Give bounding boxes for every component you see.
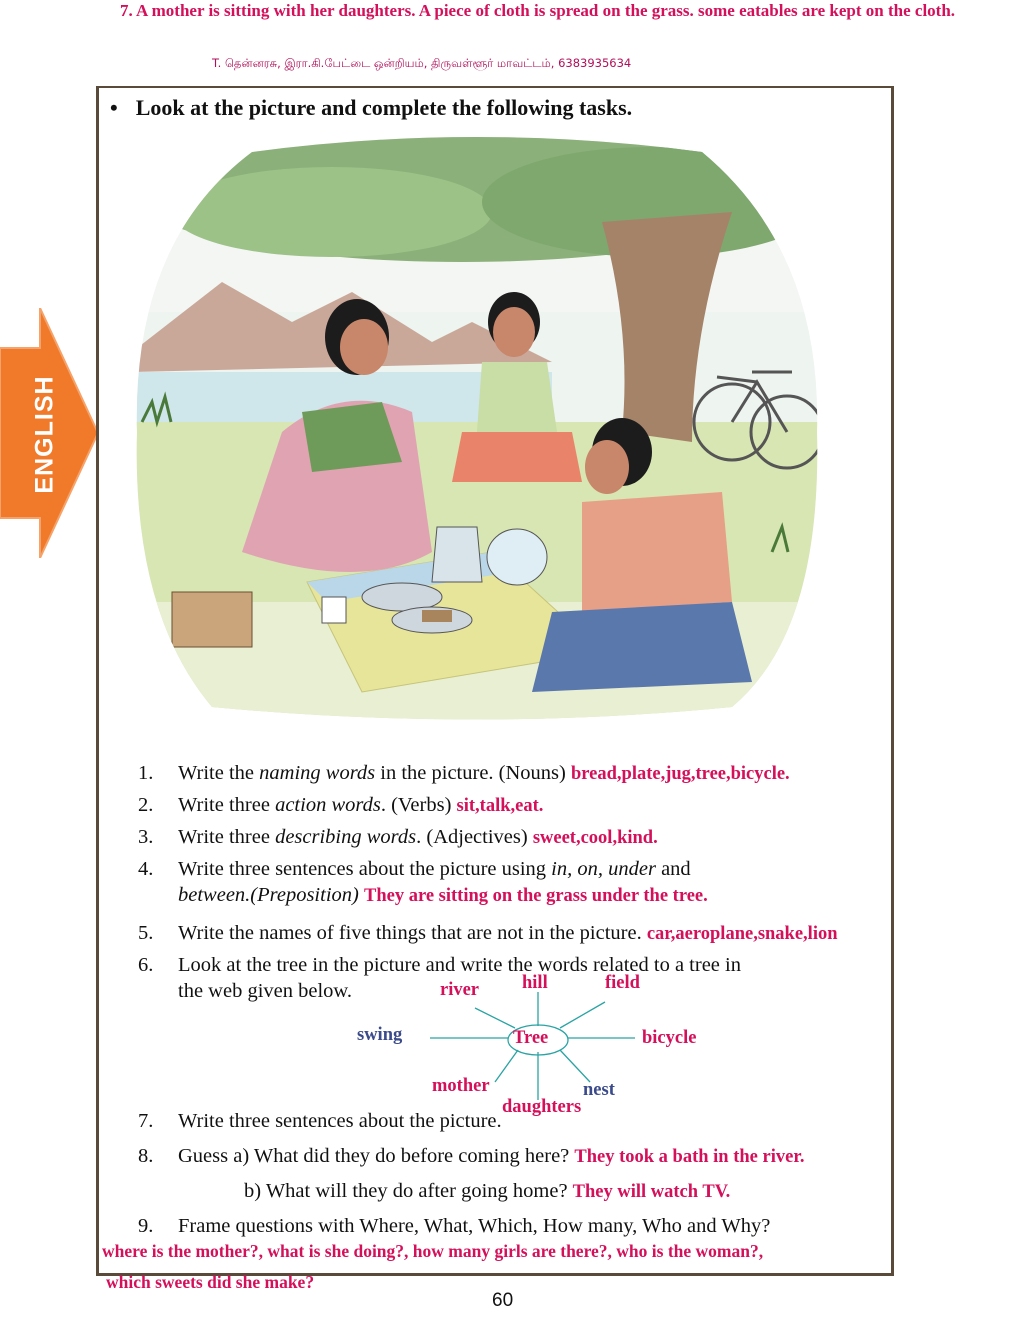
answer-3: sweet,cool,kind. xyxy=(532,828,658,848)
author-credit: T. தென்னரசு, இரா.கி.பேட்டை ஒன்றியம், திருவள்ளூர் மாவட்டம், 6383935634 xyxy=(212,56,632,70)
answer-8a: They took a bath in the river. xyxy=(574,1147,805,1167)
instruction-heading: • Look at the picture and complete the following tasks. xyxy=(110,95,633,120)
answer-1: bread,plate,jug,tree,bicycle. xyxy=(570,764,790,784)
web-word-daughters: daughters xyxy=(502,1097,582,1117)
english-side-tab xyxy=(0,308,98,558)
answer-9-line-1: where is the mother?, what is she doing?, how many girls are there?, who is the woman?, xyxy=(102,1241,764,1261)
question-2: 2. Write three action words. (Verbs) sit,talk,eat. xyxy=(138,794,544,816)
web-word-mother: mother xyxy=(432,1076,490,1096)
web-word-hill: hill xyxy=(522,973,548,993)
question-7: 7. Write three sentences about the picture. xyxy=(138,1110,502,1132)
page-number: 60 xyxy=(492,1290,514,1311)
answer-7-text: 7. A mother is sitting with her daughters. A piece of cloth is spread on the grass. some eatables are kept on the cloth. xyxy=(120,1,956,20)
question-3: 3. Write three describing words. (Adjectives) sweet,cool,kind. xyxy=(138,826,658,848)
question-4: 4. Write three sentences about the picture using in, on, under and between.(Preposition) They are sitting on the grass under the tree. xyxy=(138,858,708,906)
question-8: 8. Guess a) What did they do before coming here? They took a bath in the river. xyxy=(138,1145,805,1167)
web-word-river: river xyxy=(440,980,480,1000)
answer-5: car,aeroplane,snake,lion xyxy=(646,924,838,944)
picnic-illustration xyxy=(132,132,822,722)
web-word-nest: nest xyxy=(583,1080,615,1100)
question-1: 1. Write the naming words in the picture. (Nouns) bread,plate,jug,tree,bicycle. xyxy=(138,762,790,784)
question-9: 9. Frame questions with Where, What, Which, How many, Who and Why? xyxy=(138,1215,771,1237)
web-word-bicycle: bicycle xyxy=(642,1028,697,1048)
answer-9-line-2: which sweets did she make? xyxy=(106,1272,315,1292)
web-word-field: field xyxy=(605,973,640,993)
web-center-tree: Tree xyxy=(513,1028,549,1048)
side-tab-label: ENGLISH xyxy=(30,375,59,494)
question-8b: b) What will they do after going home? They will watch TV. xyxy=(244,1180,731,1202)
answer-2: sit,talk,eat. xyxy=(456,796,544,816)
answer-4: They are sitting on the grass under the tree. xyxy=(363,886,708,906)
question-5: 5. Write the names of five things that are not in the picture. car,aeroplane,snake,lion xyxy=(138,922,838,944)
question-6: 6. Look at the tree in the picture and write the words related to a tree in the web given below. xyxy=(138,954,741,1002)
web-word-swing: swing xyxy=(357,1025,403,1045)
answer-8b: They will watch TV. xyxy=(572,1182,731,1202)
